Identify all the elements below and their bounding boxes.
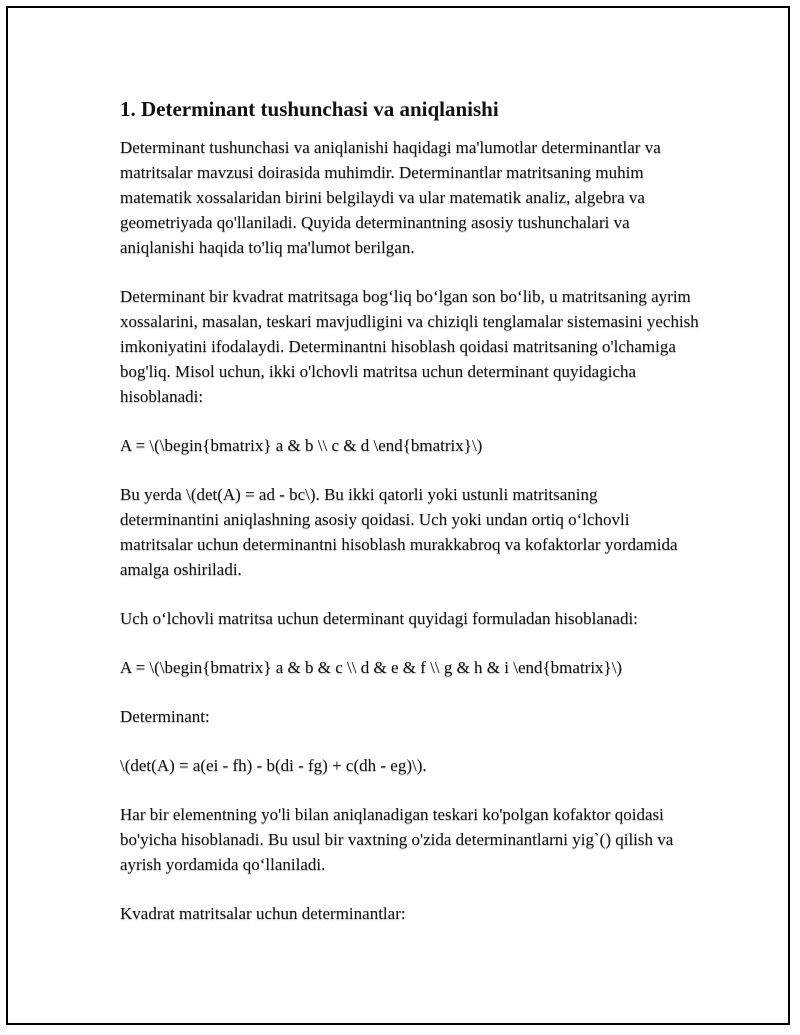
paragraph-3x3-intro: Uch o‘lchovli matritsa uchun determinant quyidagi formuladan hisoblanadi: [120, 609, 638, 629]
paragraph-definition: Determinant bir kvadrat matritsaga bog‘liq bo‘lgan son bo‘lib, u matritsaning ayrim xossalarini, masalan, teskari mavjudligini va chiziqli tenglamalar sistemasini yechish imkoniyatini ifodalaydi. Determinantni hisoblash qoidasi matritsaning o'lchamiga bog'liq. Misol uchun, ikki o'lchovli matritsa uchun determinant quyidagicha hisoblanadi: [120, 287, 699, 407]
page-frame [6, 6, 790, 1025]
formula-2x2-matrix: A = \(\begin{bmatrix} a & b \\ c & d \end{bmatrix}\) [120, 436, 483, 456]
formula-3x3-matrix: A = \(\begin{bmatrix} a & b & c \\ d & e & f \\ g & h & i \end{bmatrix}\) [120, 658, 623, 678]
paragraph-intro: Determinant tushunchasi va aniqlanishi haqidagi ma'lumotlar determinantlar va matritsalar mavzusi doirasida muhimdir. Determinantlar matritsaning muhim matematik xossalaridan birini belgilaydi va ular matematik analiz, algebra va geometriyada qo'llaniladi. Quyida determinantning asosiy tushunchalari va aniqlanishi haqida to'liq ma'lumot berilgan. [120, 138, 661, 258]
paragraph-square-matrices: Kvadrat matritsalar uchun determinantlar: [120, 904, 406, 924]
paragraph-2x2-explanation: Bu yerda \(det(A) = ad - bc\). Bu ikki qatorli yoki ustunli matritsaning determinantini aniqlashning asosiy qoidasi. Uch yoki undan ortiq o‘lchovli matritsalar uchun determinantni hisoblash murakkabroq va kofaktorlar yordamida amalga oshiriladi. [120, 485, 678, 580]
paragraph-cofactor: Har bir elementning yo'li bilan aniqlanadigan teskari ko'polgan kofaktor qoidasi bo'yicha hisoblanadi. Bu usul bir vaxtning o'zida determinantlarni yig`() qilish va ayrish yordamida qo‘llaniladi. [120, 805, 674, 875]
formula-3x3-determinant: \(det(A) = a(ei - fh) - b(di - fg) + c(dh - eg)\). [120, 756, 427, 776]
determinant-label: Determinant: [120, 707, 210, 727]
document-body [120, 96, 700, 950]
section-heading: 1. Determinant tushunchasi va aniqlanishi [120, 97, 499, 121]
